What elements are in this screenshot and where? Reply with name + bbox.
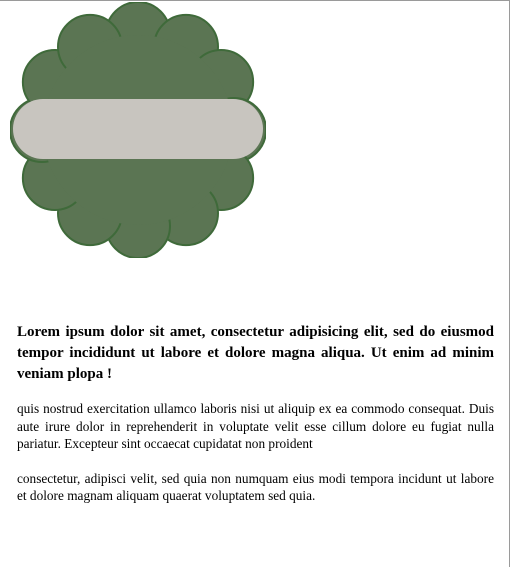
frame-right-border (509, 0, 510, 567)
article-paragraph-2: consectetur, adipisci velit, sed quia non numquam eius modi tempora incidunt ut labore et dolore magnam aliquam quaerat voluptatem sed quia. (17, 470, 494, 504)
article (17, 322, 494, 505)
article-paragraph-1: quis nostrud exercitation ullamco laboris nisi ut aliquip ex ea commodo consequat. Duis aute irure dolor in reprehenderit in voluptate velit esse cillum dolore eu fugiat nulla pariatur. Excepteur sint occaecat cupidatat non proident (17, 401, 494, 452)
article-heading: Lorem ipsum dolor sit amet, consectetur adipisicing elit, sed do eiusmod tempor incididunt ut labore et dolore magna aliqua. Ut enim ad minim veniam plopa ! (17, 324, 494, 382)
flower-band (13, 99, 263, 159)
frame-top-border (0, 0, 510, 1)
scalloped-flower-icon (10, 2, 266, 258)
